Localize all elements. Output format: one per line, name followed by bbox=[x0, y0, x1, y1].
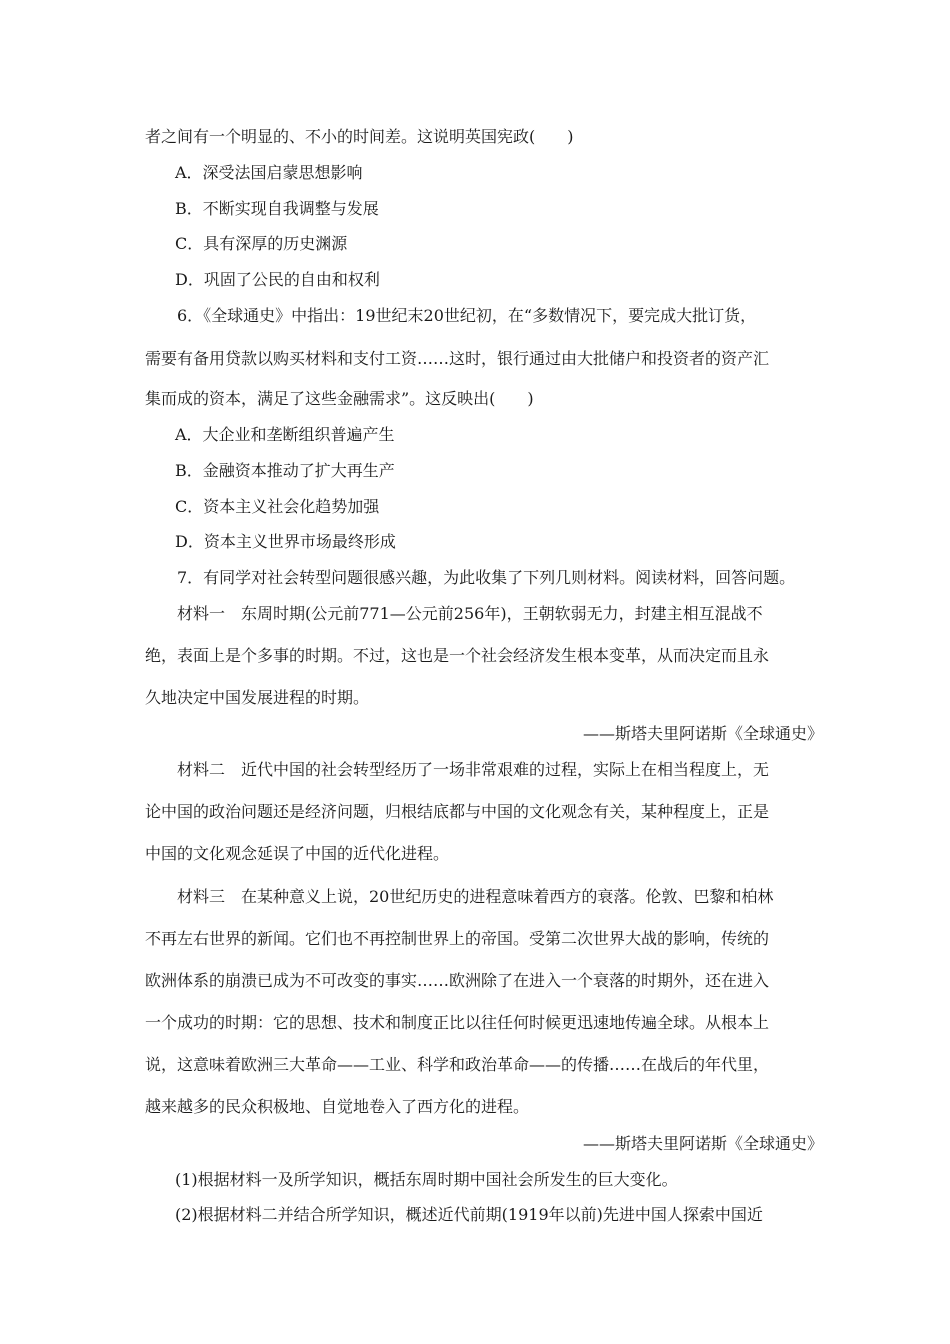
q7-material3-line-5: 说，这意味着欧洲三大革命——工业、科学和政治革命——的传播……在战后的年代里， bbox=[145, 1055, 770, 1074]
q7-material1-line-2: 绝，表面上是个多事的时期。不过，这也是一个社会经济发生根本变革，从而决定而且永 bbox=[145, 646, 770, 665]
q7-material1-line-3: 久地决定中国发展进程的时期。 bbox=[145, 688, 370, 707]
q7-material2-line-2: 论中国的政治问题还是经济问题，归根结底都与中国的文化观念有关，某种程度上，正是 bbox=[145, 802, 770, 821]
q7-material3-line-1: 材料三 在某种意义上说，20世纪历史的进程意味着西方的衰落。伦敦、巴黎和柏林 bbox=[177, 887, 774, 906]
q7-material2-line-3: 中国的文化观念延误了中国的近代化进程。 bbox=[145, 844, 450, 863]
q5-stem-tail: 者之间有一个明显的、不小的时间差。这说明英国宪政( ) bbox=[145, 127, 574, 146]
q6-option-b: B．金融资本推动了扩大再生产 bbox=[175, 461, 395, 480]
q7-material2-line-1: 材料二 近代中国的社会转型经历了一场非常艰难的过程，实际上在相当程度上，无 bbox=[177, 760, 770, 779]
q5-option-a: A．深受法国启蒙思想影响 bbox=[175, 163, 363, 182]
q6-stem-line-3: 集而成的资本，满足了这些金融需求”。这反映出( ) bbox=[145, 389, 534, 408]
q7-intro: 7．有同学对社会转型问题很感兴趣，为此收集了下列几则材料。阅读材料，回答问题。 bbox=[177, 568, 796, 587]
q6-option-d: D．资本主义世界市场最终形成 bbox=[175, 532, 396, 551]
q6-stem-line-2: 需要有备用贷款以购买材料和支付工资……这时，银行通过由大批储户和投资者的资产汇 bbox=[145, 349, 770, 368]
q5-option-c: C．具有深厚的历史渊源 bbox=[175, 234, 348, 253]
q7-material3-line-4: 一个成功的时期：它的思想、技术和制度正比以往任何时候更迅速地传遍全球。从根本上 bbox=[145, 1013, 770, 1032]
q6-option-c: C．资本主义社会化趋势加强 bbox=[175, 497, 380, 516]
q6-stem-line-1: 6．《全球通史》中指出：19世纪末20世纪初，在“多数情况下，要完成大批订货， bbox=[177, 306, 757, 325]
q7-material1-line-1: 材料一 东周时期(公元前771—公元前256年)，王朝软弱无力，封建主相互混战不 bbox=[177, 604, 763, 623]
q7-material3-line-3: 欧洲体系的崩溃已成为不可改变的事实……欧洲除了在进入一个衰落的时期外，还在进入 bbox=[145, 971, 770, 990]
q6-option-a: A．大企业和垄断组织普遍产生 bbox=[175, 425, 395, 444]
q7-subquestion-2: (2)根据材料二并结合所学知识，概述近代前期(1919年以前)先进中国人探索中国近 bbox=[175, 1205, 763, 1224]
q5-option-d: D．巩固了公民的自由和权利 bbox=[175, 270, 380, 289]
q7-material1-source: ——斯塔夫里阿诺斯《全球通史》 bbox=[582, 724, 823, 743]
q7-material3-line-6: 越来越多的民众积极地、自觉地卷入了西方化的进程。 bbox=[145, 1097, 530, 1116]
q5-option-b: B．不断实现自我调整与发展 bbox=[175, 199, 379, 218]
q7-subquestion-1: (1)根据材料一及所学知识，概括东周时期中国社会所发生的巨大变化。 bbox=[175, 1170, 678, 1189]
q7-material3-line-2: 不再左右世界的新闻。它们也不再控制世界上的帝国。受第二次世界大战的影响，传统的 bbox=[145, 929, 770, 948]
q7-material3-source: ——斯塔夫里阿诺斯《全球通史》 bbox=[582, 1134, 823, 1153]
